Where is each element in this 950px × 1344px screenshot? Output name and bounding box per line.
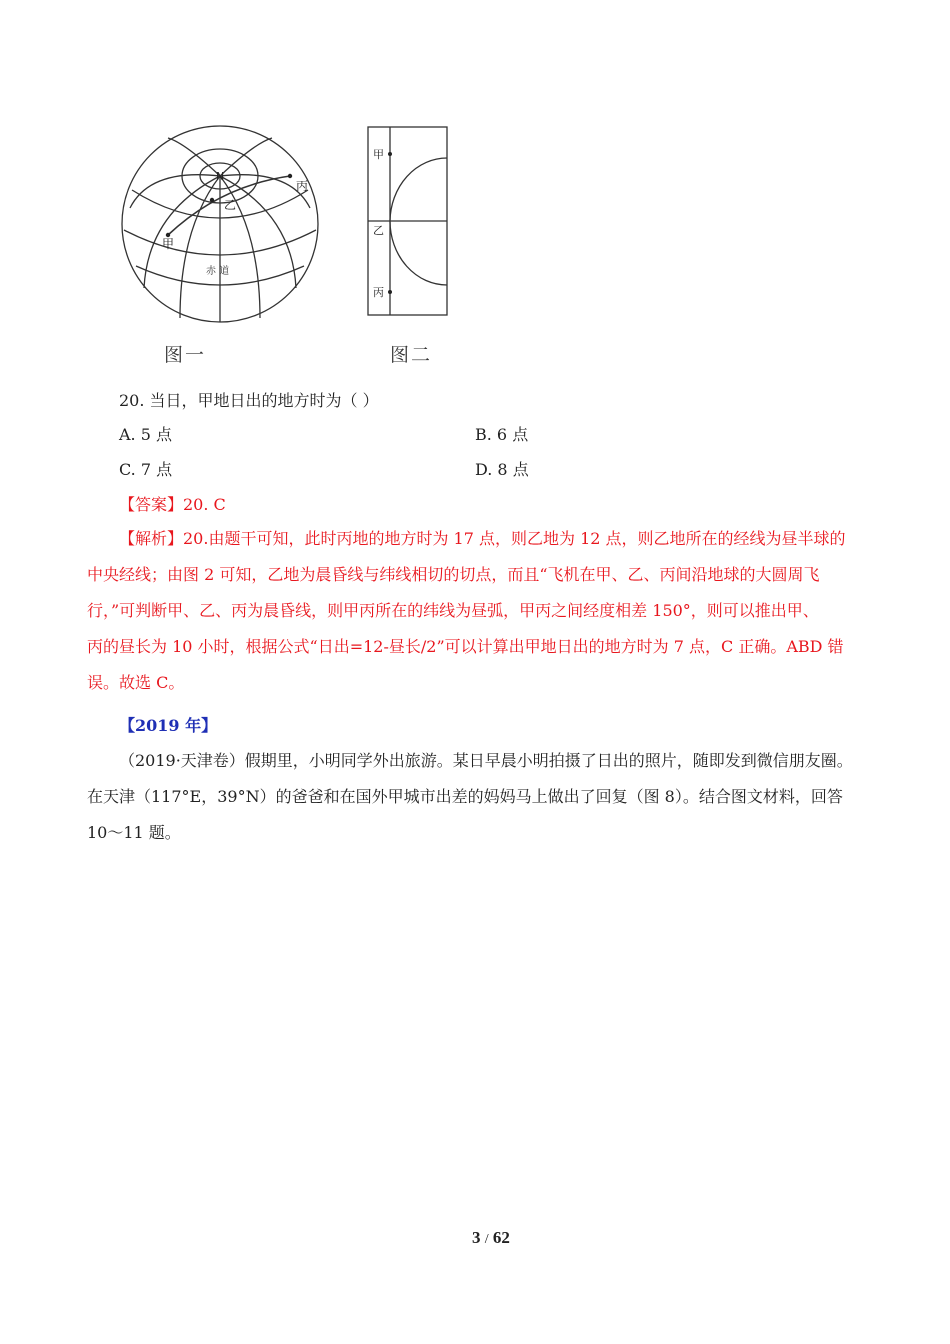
figure-2-caption: 图二 <box>390 344 433 366</box>
point-yi-dot <box>210 198 214 202</box>
label-jia: 甲 <box>162 237 175 251</box>
option-d: D. 8 点 <box>475 460 529 479</box>
question-stem: 20. 当日，甲地日出的地方时为（ ） <box>119 391 379 410</box>
north-label: N <box>216 170 225 183</box>
passage-line-2: 在天津（117°E，39°N）的爸爸和在国外甲城市出差的妈妈马上做出了回复（图 8）。结合图文材料，回答 <box>87 787 843 806</box>
analysis-line-1: 【解析】20.由题干可知，此时丙地的地方时为 17 点，则乙地为 12 点，则乙地所在的经线为昼半球的 <box>119 529 846 548</box>
passage-line-1: （2019·天津卷）假期里，小明同学外出旅游。某日早晨小明拍摄了日出的照片，随即发到微信朋友圈。 <box>119 751 853 770</box>
figure-1 <box>110 118 330 328</box>
page-total: 62 <box>492 1228 510 1247</box>
analysis-line-2: 中央经线；由图 2 可知，乙地为晨昏线与纬线相切的切点，而且“飞机在甲、乙、丙间沿地球的大圆周飞 <box>87 565 820 584</box>
globe-diagram <box>110 118 330 328</box>
section-title: 【2019 年】 <box>119 716 218 735</box>
figure-2 <box>362 124 452 320</box>
fig2-label-bing: 丙 <box>373 286 384 299</box>
passage-line-3: 10～11 题。 <box>87 823 181 842</box>
page-separator: / <box>484 1232 489 1247</box>
page-number <box>472 1228 510 1248</box>
terminator-diagram <box>362 124 452 320</box>
analysis-line-3: 行，”可判断甲、乙、丙为晨昏线，则甲丙所在的纬线为昼弧，甲丙之间经度相差 150°，则可以推出甲、 <box>87 601 819 620</box>
label-yi: 乙 <box>224 198 237 212</box>
analysis-line-5: 误。故选 C。 <box>87 673 185 692</box>
label-bing: 丙 <box>296 179 309 193</box>
passage-paragraph <box>87 743 877 851</box>
option-b: B. 6 点 <box>475 425 529 444</box>
fig2-bing-dot <box>388 290 392 294</box>
answer-line: 【答案】20. C <box>119 495 226 514</box>
fig2-label-jia: 甲 <box>373 148 384 161</box>
page-current: 3 <box>472 1228 481 1247</box>
figure-1-caption: 图一 <box>164 344 207 366</box>
analysis-paragraph <box>87 521 877 701</box>
option-a: A. 5 点 <box>119 425 172 444</box>
option-c: C. 7 点 <box>119 460 173 479</box>
point-bing-dot <box>288 174 292 178</box>
equator-label: 赤 道 <box>206 266 230 277</box>
fig2-jia-dot <box>388 152 392 156</box>
analysis-line-4: 丙的昼长为 10 小时，根据公式“日出=12-昼长/2”可以计算出甲地日出的地方时为 7 点，C 正确。ABD 错 <box>87 637 844 656</box>
fig2-label-yi: 乙 <box>373 224 384 237</box>
